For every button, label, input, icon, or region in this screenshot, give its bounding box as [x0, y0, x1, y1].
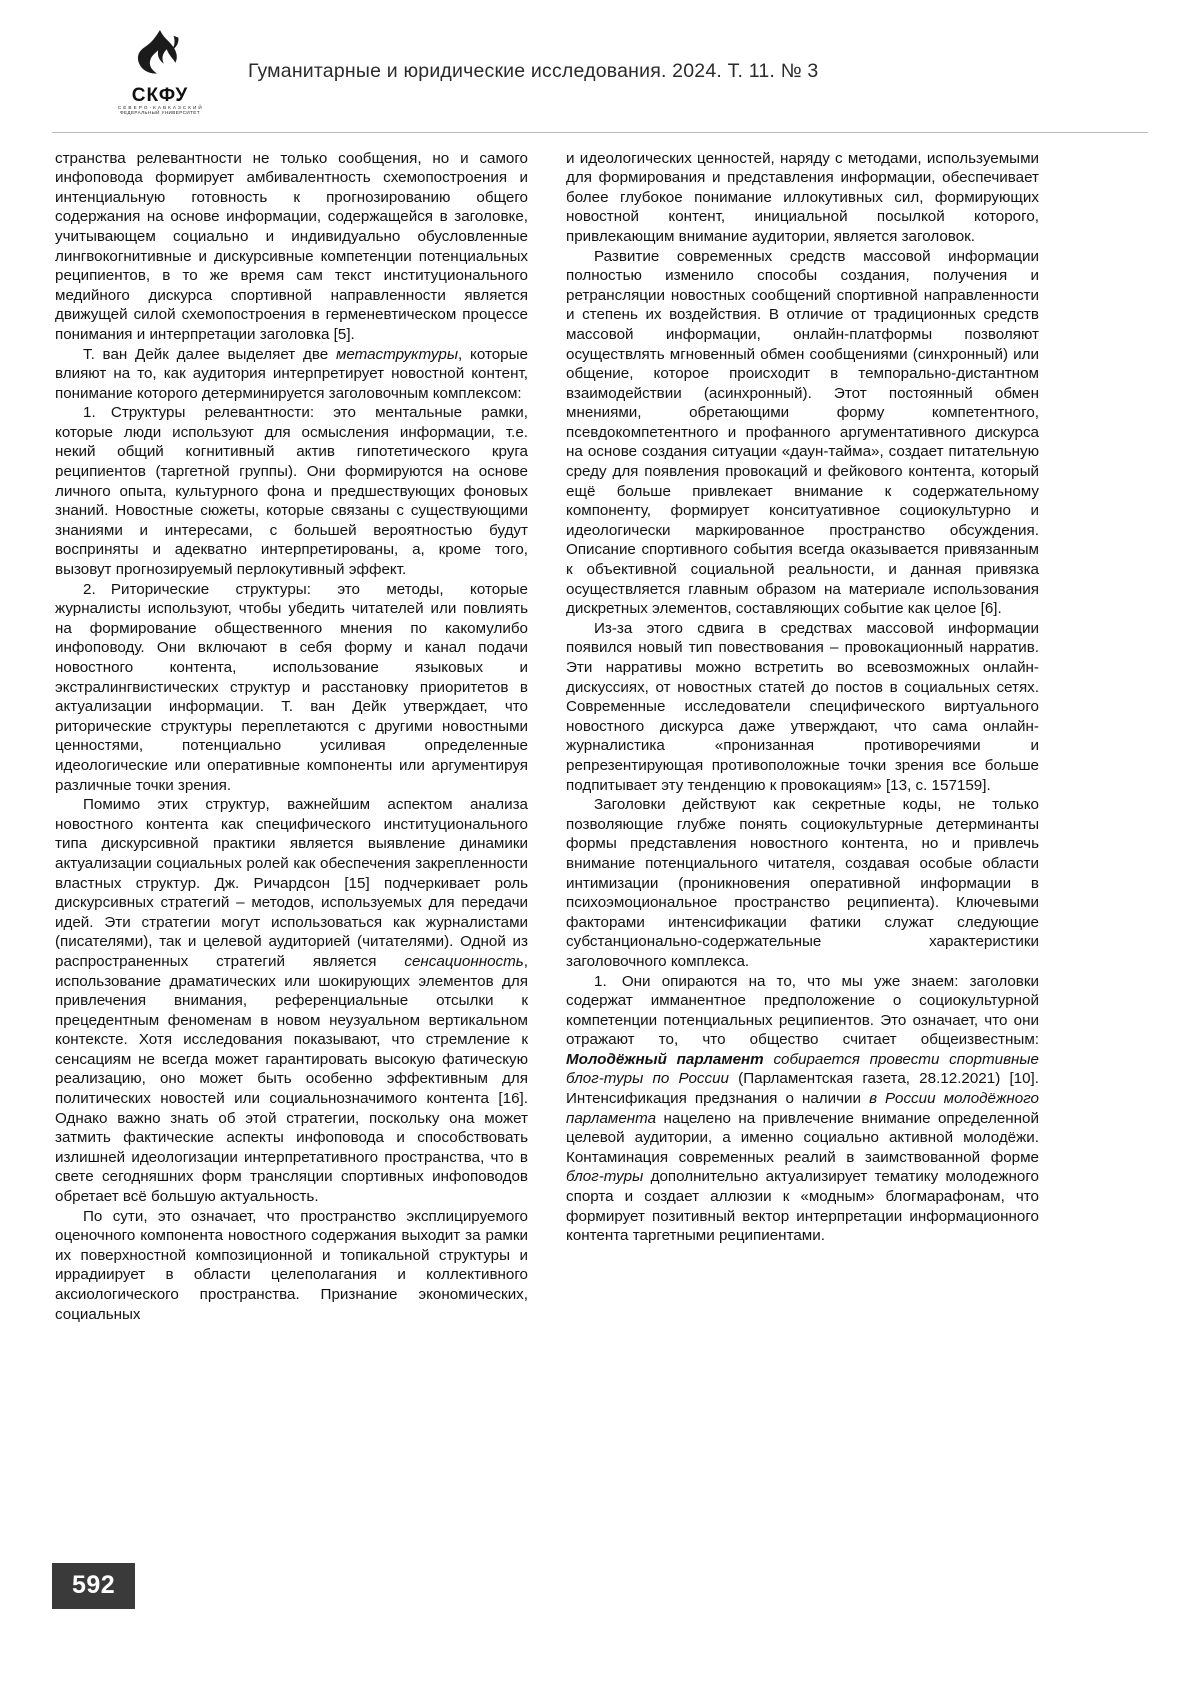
paragraph: и идеологических ценностей, наряду с методами, используемыми для формирования и представления информации, обеспечивает более глубокое понимание иллокутивных сил, формирующих новостной контент, инициальной посылкой которого, привлекающим внимание аудитории, является заголовок. [566, 149, 1039, 245]
page-header [0, 0, 1200, 122]
paragraph: Развитие современных средств массовой информации полностью изменило способы создания, получения и ретрансляции новостных сообщений спортивной направленности и степень их воздействия. В отличие от традиционных средств массовой информации, онлайн-платформы позволяют осуществлять мгновенный обмен сообщениями (синхронный) или общение, которое происходит в темпорально-дистантном взаимодействии (асинхронный). Этот постоянный обмен мнениями, обретающими форму компетентного, псевдокомпетентного и профанного аргументативного дискурса на основе создания ситуации «даун-тайма», создает питательную среду для появления провокаций и фейкового контента, который ещё больше привлекает внимание к содержательному компоненту, формирует конситуативное социокультурно и идеологически маркированное пространство обсуждения. Описание спортивного события всегда оказывается привязанным к объективной социальной реальности, и данная привязка осуществляется главным образом на материале использования дискретных элементов, составляющих событие как целое [6]. [566, 247, 1039, 618]
two-column-body [0, 133, 1200, 1325]
numbered-item-1: 1. Структуры релевантности: это ментальные рамки, которые люди используют для осмысления информации, т.е. некий общий когнитивный актив гипотетического круга реципиентов (таргетной группы). Они формируются на основе личного опыта, культурного фона и предшествующих фоновых знаний. Новостные сюжеты, которые связаны с существующими знаниями и интересами, с большей вероятностью будут восприняты и адекватно интерпретированы, а, кроме того, вызовут прогнозируемый перлокутивный эффект. [55, 404, 528, 579]
italic-term: сенсационность [404, 952, 524, 970]
left-column [55, 149, 528, 1325]
text-run: 1. Они опираются на то, что мы уже знаем: заголовки содержат имманентное предположение о социокультурной компетенции потенциальных реципиентов. Это означает, что они отражают то, что общество считает общеизвестным: [566, 972, 1039, 1049]
university-logo [100, 28, 220, 116]
numbered-item-1 [566, 972, 1039, 1246]
bold-italic-term: Молодёжный парламент [566, 1050, 764, 1068]
paragraph [55, 345, 528, 404]
numbered-item-2: 2. Риторические структуры: это методы, которые журналисты используют, чтобы убедить читателей или повлиять на формирование общественного мнения по какомулибо инфоповоду. Они включают в себя форму и канал подачи новостного контента, использование языковых и экстралингвистических структур и расстановку приоритетов в актуализации информации. Т. ван Дейк утверждает, что риторические структуры переплетаются с другими новостными ценностями, потенциально усиливая определенные идеологические или оперативные компоненты или аргументируя различные точки зрения. [55, 580, 528, 794]
paragraph: Из-за этого сдвига в средствах массовой информации появился новый тип повествования – провокационный нарратив. Эти нарративы можно встретить во всевозможных онлайн-дискуссиях, от новостных статей до постов в социальных сетях. Современные исследователи специфического виртуального новостного дискурса даже утверждают, что сама онлайн-журналистика «пронизанная противоречиями и репрезентирующая противоположные точки зрения все больше подпитывает эту тенденцию к провокациям» [13, с. 157159]. [566, 619, 1039, 794]
journal-title: Гуманитарные и юридические исследования. 2024. Т. 11. № 3 [248, 60, 819, 83]
italic-term: в России молодёжного парламента [566, 1090, 1039, 1127]
logo-wordmark [118, 86, 202, 116]
paragraph: странства релевантности не только сообщения, но и самого инфоповода формирует амбивалентность схемопостроения и интенциальную готовность к прогнозированию общего содержания на основе информации, содержащейся в заголовке, учитывающем социально и индивидуально обусловленные лингвокогнитивные и дискурсивные компетенции потенциальных реципиентов, в то же время сам текст институционального медийного дискурса спортивной направленности является движущей силой схемопостроения в герменевтическом процессе понимания и интерпретации заголовка [5]. [55, 149, 528, 343]
text-run: дополнительно актуализирует тематику молодежного спорта и создает аллюзии к «модным» блогмарафонам, что формирует позитивный вектор интерпретации информационного контента таргетными реципиентами. [566, 1168, 1039, 1245]
text-run: Т. ван Дейк далее выделяет две [83, 345, 336, 363]
text-run: , которые влияют на то, как аудитория интерпретирует новостной контент, понимание которого детерминируется заголовочным комплексом: [55, 345, 528, 402]
paragraph [55, 795, 528, 1206]
logo-initials: СКФУ [131, 85, 189, 106]
paragraph: По сути, это означает, что пространство эксплицируемого оценочного компонента новостного содержания выходит за рамки их поверхностной композиционной и топикальной структуры и иррадиирует в области целеполагания и коллективного аксиологического пространства. Признание экономических, социальных [55, 1207, 528, 1323]
flame-bird-icon [131, 28, 189, 84]
text-run: нацелено на привлечение внимание определенной целевой аудитории, а именно социально активной молодёжи. Контаминация современных реалий в заимствованной форме [566, 1109, 1039, 1166]
page-number-badge: 592 [52, 1563, 135, 1609]
logo-subtitle-line1: С Е В Е Р О - К А В К А З С К И Й [117, 104, 203, 110]
italic-term: метаструктуры [335, 345, 459, 363]
text-run: (Парламентская газета, 28.12.2021) [10]. Интенсификация предзнания о наличии [566, 1070, 1039, 1108]
right-column [566, 149, 1039, 1325]
italic-term: собирается провести спортивные блог-туры по России [566, 1050, 1039, 1088]
text-run: , использование драматических или шокирующих элементов для привлечения внимания, референциальные отсылки к прецедентным феноменам в новом неузуальном вертикальном контексте. Хотя исследования показывают, что стремление к сенсациям не всегда может гарантировать высокую фатическую реализацию, оно может быть особенно эффективным для политических новостей или социальнозначимого контента [16]. Однако важно знать об этой стратегии, поскольку она может затмить фактические аспекты инфоповода и способствовать излишней идеологизации интерпретативного пространства, что в свете сегодняшних форм трансляции спортивных инфоповодов обретает всё большую актуальность. [55, 952, 528, 1206]
text-run: Помимо этих структур, важнейшим аспектом анализа новостного контента как специфического институционального типа дискурсивной практики является выявление динамики актуализации социальных ролей как обеспечения закрепленности властных структур. Дж. Ричардсон [15] подчеркивает роль дискурсивных стратегий – методов, используемых для передачи идей. Эти стратегии могут использоваться как журналистами (писателями), так и целевой аудиторией (читателями). Одной из распространенных стратегий является [55, 796, 528, 970]
paragraph: Заголовки действуют как секретные коды, не только позволяющие глубже понять социокультурные детерминанты формы представления новостного контента, но и привлечь внимание потенциального читателя, создавая особые области интимизации (проникновения оперативной информации в психоэмоциональное пространство реципиента). Ключевыми факторами интенсификации фатики служат следующие субстанционально-содержательные характеристики заголовочного комплекса. [566, 796, 1039, 970]
logo-subtitle-line2: ФЕДЕРАЛЬНЫЙ УНИВЕРСИТЕТ [120, 109, 200, 115]
italic-term: блог-туры [566, 1168, 644, 1186]
